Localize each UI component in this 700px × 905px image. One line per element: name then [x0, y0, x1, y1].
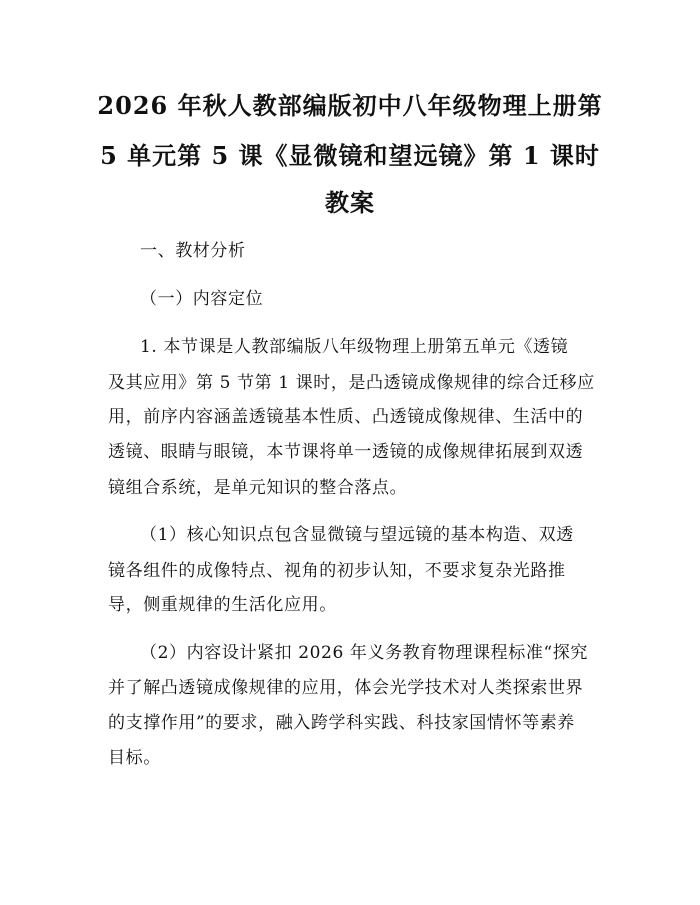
sub-heading: （一）内容定位 [140, 289, 264, 309]
paragraph-2-line-3: 导，侧重规律的生活化应用。 [108, 595, 337, 615]
paragraph-3-line-2: 并了解凸透镜成像规律的应用，体会光学技术对人类探索世界 [108, 678, 584, 698]
paragraph-1-line-2: 及其应用》第 5 节第 1 课时，是凸透镜成像规律的综合迁移应 [108, 373, 595, 393]
paragraph-3-line-3: 的支撑作用”的要求，融入跨学科实践、科技家国情怀等素养 [108, 713, 575, 733]
paragraph-1-line-4: 透镜、眼睛与眼镜，本节课将单一透镜的成像规律拓展到双透 [108, 442, 584, 462]
document-title-line-2: 5 单元第 5 课《显微镜和望远镜》第 1 课时 [100, 141, 600, 170]
paragraph-1-line-5: 镜组合系统，是单元知识的整合落点。 [108, 478, 408, 498]
document-title-line-1: 2026 年秋人教部编版初中八年级物理上册第 [97, 91, 603, 120]
document-title-line-3: 教案 [325, 188, 375, 217]
paragraph-3-line-4: 目标。 [108, 748, 161, 768]
paragraph-2-line-2: 镜各组件的成像特点、视角的初步认知，不要求复杂光路推 [108, 561, 566, 581]
paragraph-3-line-1: （2）内容设计紧扣 2026 年义务教育物理课程标准“探究 [140, 643, 588, 663]
paragraph-1-line-3: 用，前序内容涵盖透镜基本性质、凸透镜成像规律、生活中的 [108, 407, 584, 427]
section-heading: 一、教材分析 [140, 241, 246, 261]
paragraph-2-line-1: （1）核心知识点包含显微镜与望远镜的基本构造、双透 [140, 525, 574, 545]
paragraph-1-line-1: 1. 本节课是人教部编版八年级物理上册第五单元《透镜 [140, 337, 569, 357]
